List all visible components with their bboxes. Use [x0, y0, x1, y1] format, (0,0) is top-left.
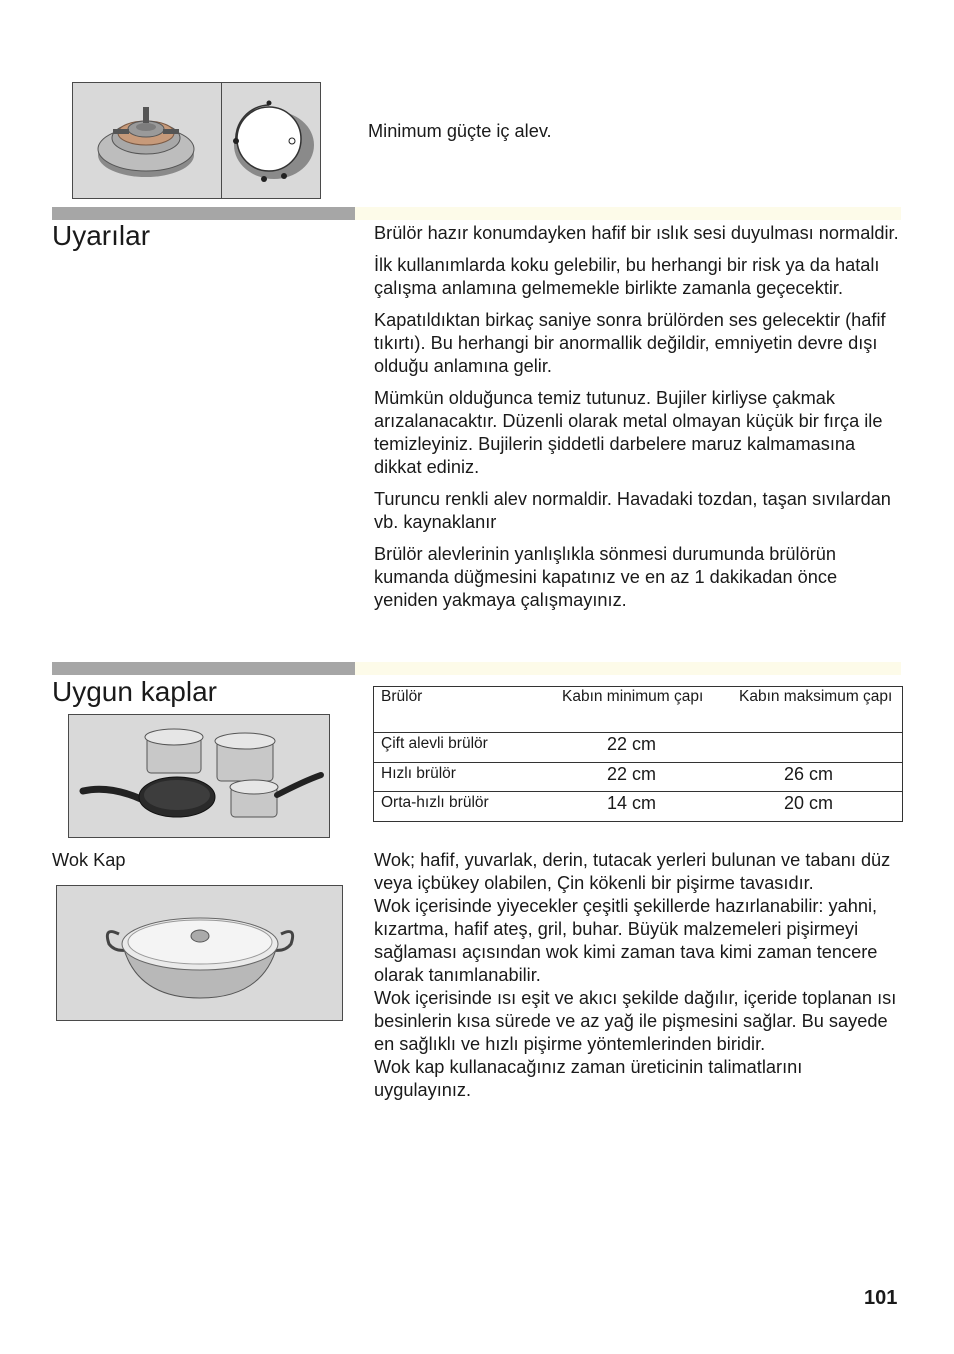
wok-paragraph: Wok içerisinde yiyecekler çeşitli şekillerde hazırlanabilir: yahni, kızartma, hafif ateş, gril, buhar. Büyük malzemeleri pişirmeyi sağlaması açısından wok kimi zaman tava kimi zaman tencere olarak tanımlanabilir.: [374, 896, 878, 985]
wok-paragraph: Wok; hafif, yuvarlak, derin, tutacak yerleri bulunan ve tabanı düz veya içbükey olabilen, Çin kökenli bir pişirme tavasıdır.: [374, 850, 891, 893]
table-cell: 14 cm: [555, 792, 732, 822]
wok-icon: [57, 886, 342, 1020]
warning-paragraph: İlk kullanımlarda koku gelebilir, bu herhangi bir risk ya da hatalı çalışma anlamına gelmemekle birlikte zamanla geçecektir.: [374, 255, 880, 298]
table-cell: 20 cm: [732, 792, 903, 822]
table-header-row: [374, 687, 903, 733]
warning-paragraph: Turuncu renkli alev normaldir. Havadaki tozdan, taşan sıvılardan vb. kaynaklanır: [374, 489, 891, 532]
cookware-size-table: [373, 686, 903, 822]
table-cell: 26 cm: [732, 763, 903, 792]
wok-paragraph: Wok kap kullanacağınız zaman üreticinin talimatlarını uygulayınız.: [374, 1057, 803, 1100]
warnings-body: [374, 222, 904, 621]
warning-paragraph: Mümkün olduğunca temiz tutunuz. Bujiler kirliyse çakmak arızalanacaktır. Düzenli olarak metal olmayan küçük bir fırça ile temizleyiniz. Bujilerin şiddetli darbelere maruz kalmamasına dikkat ediniz.: [374, 388, 883, 477]
table-cell: 22 cm: [555, 733, 732, 763]
table-header: Kabın minimum çapı: [562, 688, 704, 705]
table-header: Kabın maksimum çapı: [739, 688, 893, 705]
page-number: 101: [864, 1287, 898, 1309]
warning-paragraph: Brülör hazır konumdayken hafif bir ıslık sesi duyulması normaldir.: [374, 223, 899, 243]
table-cell: [732, 733, 903, 763]
burner-illustration: [72, 82, 222, 199]
warning-paragraph: Brülör alevlerinin yanlışlıkla sönmesi durumunda brülörün kumanda düğmesini kapatınız ve en az 1 dakikadan önce yeniden yakmaya çalışmayınız.: [374, 544, 838, 610]
wok-paragraph: Wok içerisinde ısı eşit ve akıcı şekilde dağılır, içeride toplanan ısı besinlerin kısa sürede ve az yağ ile pişmesini sağlar. Bu sayede en sağlıklı ve hızlı pişirme yöntemlerinden biridir.: [374, 988, 897, 1054]
knob-icon: [222, 83, 320, 198]
table-header: Brülör: [381, 688, 423, 705]
table-cell: Orta-hızlı brülör: [374, 792, 556, 822]
warnings-title: Uyarılar: [52, 220, 151, 251]
burner-icon: [73, 83, 221, 198]
warning-paragraph: Kapatıldıktan birkaç saniye sonra brülörden ses gelecektir (hafif tıkırtı). Bu herhangi bir anormallik değildir, emniyetin devre dışı olduğu anlamına gelir.: [374, 310, 886, 376]
wok-body: [374, 849, 904, 1102]
wok-label: Wok Kap: [52, 850, 126, 870]
section-bar: [52, 207, 355, 220]
pots-illustration: [68, 714, 330, 838]
burner-caption: Minimum güçte iç alev.: [368, 121, 552, 141]
cookware-title: Uygun kaplar: [52, 676, 217, 707]
section-bar-right: [355, 207, 901, 220]
section-bar: [52, 662, 355, 675]
knob-illustration: [221, 82, 321, 199]
table-cell: 22 cm: [555, 763, 732, 792]
table-cell: Hızlı brülör: [374, 763, 556, 792]
table-row: [374, 763, 903, 792]
table-row: [374, 792, 903, 822]
cookware-set-icon: [69, 715, 329, 837]
section-bar-right: [355, 662, 901, 675]
wok-illustration: [56, 885, 343, 1021]
table-cell: Çift alevli brülör: [374, 733, 556, 763]
table-row: [374, 733, 903, 763]
